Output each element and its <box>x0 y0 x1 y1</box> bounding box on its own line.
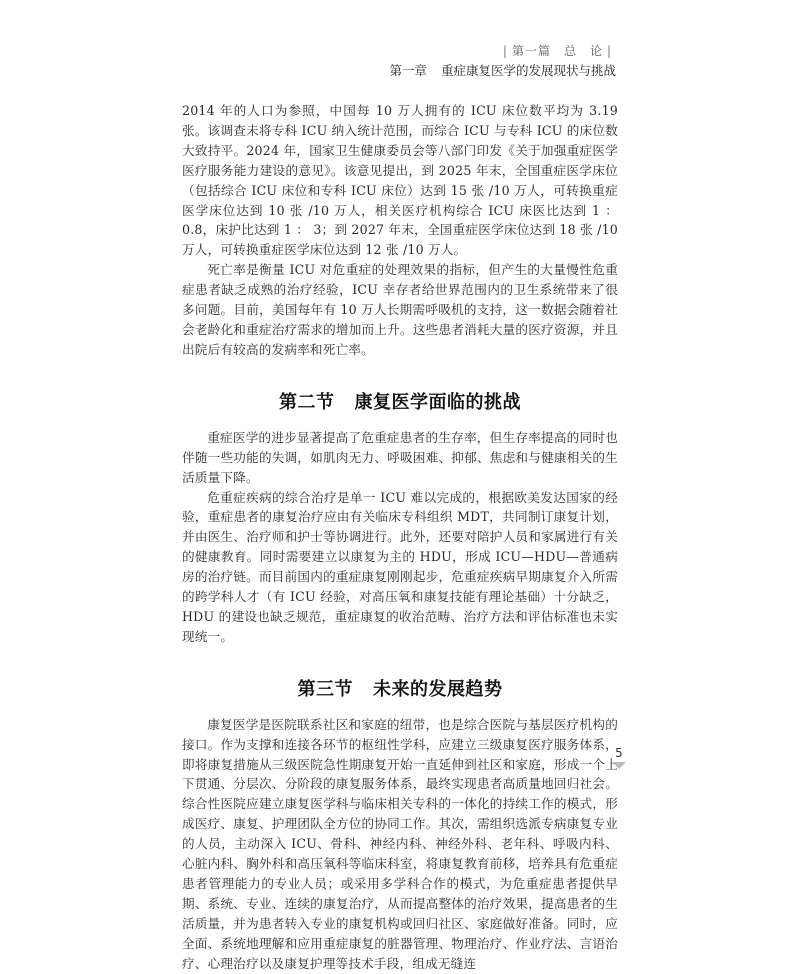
section-number: 第三节 <box>297 678 353 700</box>
page-body <box>182 101 618 974</box>
section-title: 康复医学面临的挑战 <box>354 391 521 413</box>
running-header-part <box>499 42 616 59</box>
running-header-chapter <box>389 61 616 79</box>
section-title: 未来的发展趋势 <box>373 678 503 700</box>
section-heading-3 <box>182 675 618 701</box>
section-heading-2 <box>182 388 618 414</box>
chapter-number: 第一章 <box>389 63 427 78</box>
paragraph-mortality: 死亡率是衡量 ICU 对危重症的处理效果的指标，但产生的大量慢性危重症患者缺乏成熟的治疗经验，ICU 幸存者给世界范围内的卫生系统带来了很多问题。目前，美国每年有 10 万人长期需呼吸机的支持，这一数据会随着社会老龄化和重症治疗需求的增加而上升。这些患者消耗大量的医疗资源，并且出院后有较高的发病率和死亡率。 <box>182 262 618 357</box>
section-number: 第二节 <box>279 391 335 413</box>
chapter-title: 重症康复医学的发展现状与挑战 <box>440 63 616 78</box>
part-title: 第一篇 总 论 <box>511 44 603 58</box>
down-triangle-icon <box>612 762 626 769</box>
page-number: 5 <box>615 746 623 760</box>
paragraph: 危重症疾病的综合治疗是单一 ICU 难以完成的，根据欧美发达国家的经验，重症患者的康复治疗应由有关临床专科组织 MDT，共同制订康复计划，并由医生、治疗师和护士等协调进行。此外，还要对陪护人员和家属进行有关的健康教育。同时需要建立以康复为主的 HDU，形成 ICU—HDU—普通病房的治疗链。而目前国内的重症康复刚刚起步，危重症疾病早期康复介入所需的跨学科人才（有 ICU 经验，对高压氧和康复技能有理论基础）十分缺乏，HDU 的建设也缺乏规范，重症康复的收治范畴、治疗方法和评估标准也未实现统一。 <box>182 489 618 644</box>
paragraph-continued: 2014 年的人口为参照，中国每 10 万人拥有的 ICU 床位数平均为 3.19 张。该调查未将专科 ICU 纳入统计范围，而综合 ICU 与专科 ICU 的床位数大致持平。2024 年，国家卫生健康委员会等八部门印发《关于加强重症医学医疗服务能力建设的意见》。该意见提出，到 2025 年末，全国重症医学床位（包括综合 ICU 床位和专科 ICU 床位）达到 15 张 /10 万人，可转换重症医学床位达到 10 张 /10 万人，相关医疗机构综合 ICU 床医比达到 1 ： 0.8，床护比达到 1 ： 3；到 2027 年末，全国重症医学床位达到 18 张 /10 万人，可转换重症医学床位达到 12 张 /10 万人。 <box>182 103 618 258</box>
header-bar-right: | <box>606 44 612 58</box>
paragraph: 康复医学是医院联系社区和家庭的纽带，也是综合医院与基层医疗机构的接口。作为支撑和连接各环节的枢纽性学科，应建立三级康复医疗服务体系，即将康复措施从三级医院急性期康复开始一直延伸到社区和家庭，形成一个上下贯通、分层次、分阶段的康复服务体系，最终实现患者高质量地回归社会。综合性医院应建立康复医学科与临床相关专科的一体化的持续工作的模式，形成医疗、康复、护理团队全方位的协同工作。其次，需组织选派专病康复专业的人员，主动深入 ICU、骨科、神经内科、神经外科、老年科、呼吸内科、心脏内科、胸外科和高压氧科等临床科室，将康复教育前移，培养具有危重症患者管理能力的专业人员；或采用多学科合作的模式，为危重症患者提供早期、系统、专业、连续的康复治疗，从而提高整体的治疗效果，提高患者的生活质量，并为患者转入专业的康复机构或回归社区、家庭做好准备。同时，应全面、系统地理解和应用重症康复的脏器管理、物理治疗、作业疗法、言语治疗、心理治疗以及康复护理等技术手段，组成无缝连 <box>182 716 618 971</box>
paragraph: 重症医学的进步显著提高了危重症患者的生存率，但生存率提高的同时也伴随一些功能的失调，如肌肉无力、呼吸困难、抑郁、焦虑和与健康相关的生活质量下降。 <box>182 429 618 485</box>
header-bar-left: | <box>502 44 508 58</box>
